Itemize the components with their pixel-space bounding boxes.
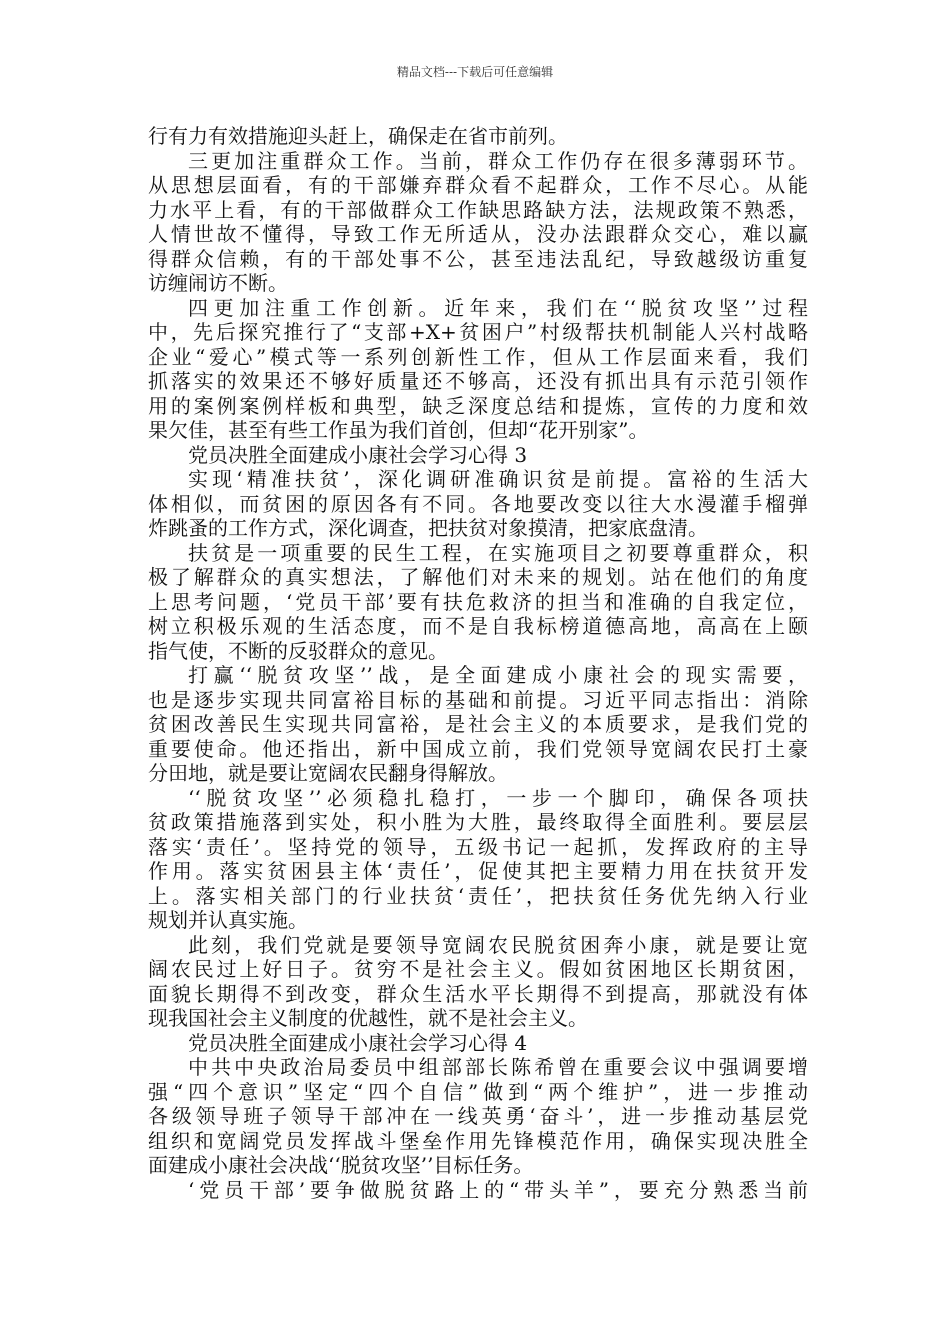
text-line: 党员决胜全面建成小康社会学习心得 3 — [188, 442, 528, 467]
text-line: 强“四个意识”坚定“四个自信”做到“两个维护”，进一步推动 — [148, 1079, 808, 1104]
text-line: 贫政策措施落到实处，积小胜为大胜，最终取得全面胜利。要层层 — [148, 810, 808, 834]
page-header: 精品文档---下载后可任意编辑 — [396, 65, 554, 79]
text-line: 用的案例案例样板和典型，缺乏深度总结和提炼，宣传的力度和效 — [148, 393, 808, 418]
text-line: 四更加注重工作创新。近年来，我们在‘‘脱贫攻坚’’过程 — [188, 295, 808, 320]
text-line: 面建成小康社会决战‘‘脱贫攻坚’’目标任务。 — [148, 1153, 534, 1177]
text-line: 力水平上看，有的干部做群众工作缺思路缺方法，法规政策不熟悉， — [148, 197, 808, 222]
text-line: ‘‘脱贫攻坚’’必须稳扎稳打，一步一个脚印，确保各项扶 — [188, 785, 808, 810]
text-line: 分田地，就是要让宽阔农民翻身得解放。 — [148, 761, 508, 785]
text-line: 阔农民过上好日子。贫穷不是社会主义。假如贫困地区长期贫困， — [148, 957, 808, 981]
text-line: 体相似，而贫困的原因各有不同。各地要改变以往大水漫灌手榴弹 — [148, 491, 808, 516]
text-line: 落实‘责任’。坚持党的领导，五级书记一起抓，发挥政府的主导 — [148, 834, 808, 859]
text-line: 党员决胜全面建成小康社会学习心得 4 — [188, 1030, 528, 1055]
text-line: 指气使，不断的反驳群众的意见。 — [148, 638, 448, 663]
text-line: 组织和宽阔党员发挥战斗堡垒作用先锋模范作用，确保实现决胜全 — [148, 1128, 808, 1153]
text-line: 人情世故不懂得，导致工作无所适从，没办法跟群众交心，难以赢 — [148, 222, 808, 246]
text-line: 打赢‘‘脱贫攻坚’’战，是全面建成小康社会的现实需要， — [188, 663, 808, 687]
text-line: 炸跳蚤的工作方式，深化调查，把扶贫对象摸清，把家底盘清。 — [148, 516, 708, 540]
paragraph — [148, 467, 808, 541]
paragraph — [148, 1178, 808, 1203]
paragraph — [148, 1031, 808, 1056]
text-line: 抓落实的效果还不够好质量还不够高，还没有抓出具有示范引领作 — [148, 369, 808, 393]
text-line: 中，先后探究推行了“支部+X+贫困户”村级帮扶机制能人兴村战略 — [148, 320, 808, 344]
paragraph — [148, 1055, 808, 1178]
text-line: 从思想层面看，有的干部嫌弃群众看不起群众，工作不尽心。从能 — [148, 173, 808, 197]
text-line: 极了解群众的真实想法，了解他们对未来的规划。站在他们的角度 — [148, 565, 808, 589]
text-line: 各级领导班子领导干部冲在一线英勇‘奋斗’，进一步推动基层党 — [148, 1104, 808, 1128]
paragraph — [148, 149, 808, 296]
text-line: 现我国社会主义制度的优越性，就不是社会主义。 — [148, 1006, 588, 1030]
text-line: 也是逐步实现共同富裕目标的基础和前提。习近平同志指出：消除 — [148, 687, 808, 712]
text-line: 得群众信赖，有的干部处事不公，甚至违法乱纪，导致越级访重复 — [148, 246, 808, 271]
text-line: 三更加注重群众工作。当前，群众工作仍存在很多薄弱环节。 — [188, 148, 808, 173]
text-line: 访缠闹访不断。 — [148, 271, 288, 295]
text-line: 贫困改善民生实现共同富裕，是社会主义的本质要求，是我们党的 — [148, 712, 808, 736]
text-line: 中共中央政治局委员中组部部长陈希曾在重要会议中强调要增 — [188, 1055, 808, 1079]
paragraph — [148, 786, 808, 933]
text-line: 面貌长期得不到改变，群众生活水平长期得不到提高，那就没有体 — [148, 981, 808, 1006]
paragraph — [148, 124, 808, 149]
text-line: 上思考问题，‘党员干部’要有扶危救济的担当和准确的自我定位， — [148, 589, 808, 614]
text-line: 行有力有效措施迎头赶上，确保走在省市前列。 — [148, 124, 568, 148]
paragraph — [148, 663, 808, 786]
text-line: 作用。落实贫困县主体‘责任’，促使其把主要精力用在扶贫开发 — [148, 859, 808, 883]
paragraph — [148, 296, 808, 443]
text-line: 重要使命。他还指出，新中国成立前，我们党领导宽阔农民打土豪 — [148, 736, 808, 761]
text-line: 果欠佳，甚至有些工作虽为我们首创，但却“花开别家”。 — [148, 418, 649, 442]
paragraph — [148, 443, 808, 468]
text-line: 上。落实相关部门的行业扶贫‘责任’，把扶贫任务优先纳入行业 — [148, 883, 808, 908]
text-line: 扶贫是一项重要的民生工程，在实施项目之初要尊重群众，积 — [188, 540, 808, 565]
paragraph — [148, 541, 808, 664]
text-line: 规划并认真实施。 — [148, 908, 308, 932]
paragraph — [148, 933, 808, 1031]
text-line: 树立积极乐观的生活态度，而不是自我标榜道德高地，高高在上颐 — [148, 614, 808, 638]
text-line: ‘党员干部’要争做脱贫路上的“带头羊”，要充分熟悉当前 — [188, 1177, 808, 1202]
text-line: 实现‘精准扶贫’，深化调研准确识贫是前提。富裕的生活大 — [188, 467, 808, 491]
text-line: 企业“爱心”模式等一系列创新性工作，但从工作层面来看，我们 — [148, 344, 808, 369]
document-body — [148, 124, 808, 1202]
text-line: 此刻，我们党就是要领导宽阔农民脱贫困奔小康，就是要让宽 — [188, 932, 808, 957]
